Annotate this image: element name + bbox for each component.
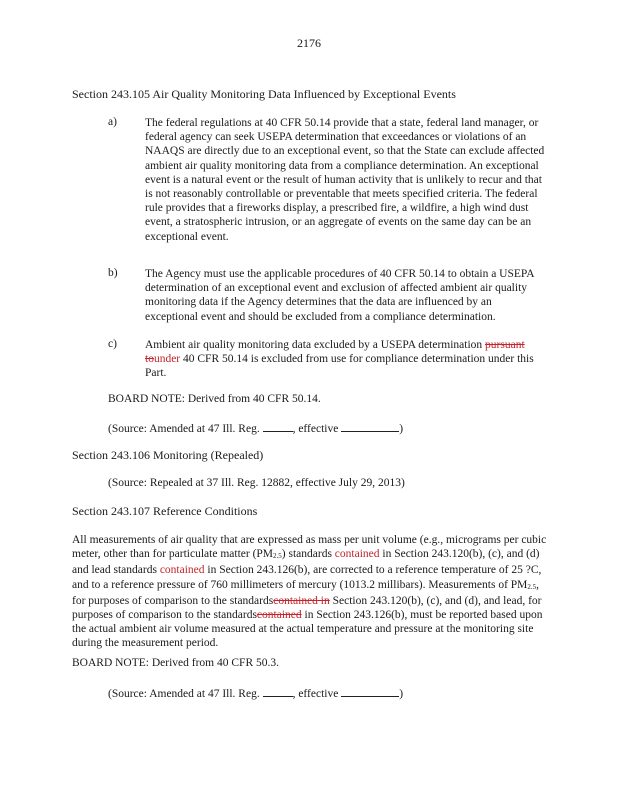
board-note: BOARD NOTE: Derived from 40 CFR 50.14.	[108, 393, 321, 405]
source-mid: , effective	[292, 423, 342, 435]
blank-field	[341, 421, 399, 432]
text-run: All measurements of air quality that are expressed as mass per unit volume (e.g., micrograms per cubic meter, other than for particulate matter (PM	[72, 534, 547, 561]
section-243-106-heading: Section 243.106 Monitoring (Repealed)	[72, 448, 264, 462]
blank-field	[263, 686, 293, 697]
subscript: 2.5	[273, 552, 282, 561]
section-243-107-heading: Section 243.107 Reference Conditions	[72, 504, 258, 518]
item-c-text	[145, 338, 545, 381]
source-note	[108, 686, 403, 700]
subscript: 2.5	[527, 582, 537, 591]
item-a-label: a)	[108, 116, 117, 128]
source-prefix: (Source: Amended at 47 Ill. Reg.	[108, 423, 263, 435]
item-c-label: c)	[108, 338, 117, 350]
inserted-text: contained	[159, 564, 205, 577]
source-note: (Source: Repealed at 37 Ill. Reg. 12882, effective July 29, 2013)	[108, 477, 405, 489]
text-run: , for purposes of comparison to the standards	[72, 578, 540, 607]
deleted-text: contained	[256, 609, 302, 622]
text-run: in Section 243.120(b), (c), and (d) and lead standards	[72, 548, 540, 577]
inserted-text: under	[153, 353, 181, 366]
text-run: Section 243.120(b), (c), and (d)	[329, 594, 478, 607]
text-run: , and lead	[477, 594, 523, 607]
text-run: , for purposes of comparison to the standards	[72, 594, 542, 622]
page-number: 2176	[297, 36, 321, 50]
source-prefix: (Source: Amended at 47 Ill. Reg.	[108, 688, 263, 700]
text-run: in Section 243.126(b), must be reported based upon the actual ambient air volume measured at the actual temperature and pressure at the monitoring site during the measurement period.	[72, 609, 543, 650]
deleted-text: pursuant to	[145, 339, 525, 366]
inserted-text: contained	[334, 548, 380, 561]
item-a-text: The federal regulations at 40 CFR 50.14 provide that a state, federal land manager, or federal agency can seek USEPA determination that exceedances or violations of an NAAQS are directly due to an exceptional event, so that the State can exclude affected ambient air quality monitoring data from a compliance determination. An exceptional event is a natural event or the result of human activity that is unlikely to recur and that is not reasonably controllable or preventable that meets specified criteria. The federal rule provides that a fireworks display, a prescribed fire, a wildfire, a high wind dust event, a stratospheric intrusion, or an aggregate of events on the same day can be an exceptional event.	[145, 117, 545, 243]
section-243-105-heading: Section 243.105 Air Quality Monitoring Data Influenced by Exceptional Events	[72, 87, 456, 101]
deleted-text: contained in	[273, 594, 330, 607]
board-note: BOARD NOTE: Derived from 40 CFR 50.3.	[72, 657, 279, 669]
item-b-label: b)	[108, 267, 118, 279]
source-suffix: )	[399, 688, 404, 700]
blank-field	[341, 686, 399, 697]
item-c-text-part1: Ambient air quality monitoring data excluded by a USEPA determination	[145, 339, 486, 351]
source-suffix: )	[399, 423, 404, 435]
source-mid: , effective	[292, 688, 342, 700]
reference-conditions-paragraph	[72, 533, 548, 651]
text-run: in Section 243.126(b), are corrected to a reference temperature of 25 ?C, and to a reference pressure of 760 millimeters of mercury (1013.2 millibars). Measurements of PM	[72, 564, 542, 591]
item-c-text-part2: 40 CFR 50.14 is excluded from use for compliance determination under this Part.	[145, 353, 534, 380]
source-note	[108, 421, 403, 435]
text-run: ) standards	[281, 548, 335, 561]
blank-field	[263, 421, 293, 432]
item-b-text: The Agency must use the applicable procedures of 40 CFR 50.14 to obtain a USEPA determination of an exceptional event and exclusion of affected ambient air quality monitoring data if the Agency determines that the data are influenced by an exceptional event and should be excluded from a compliance determination.	[145, 268, 534, 323]
